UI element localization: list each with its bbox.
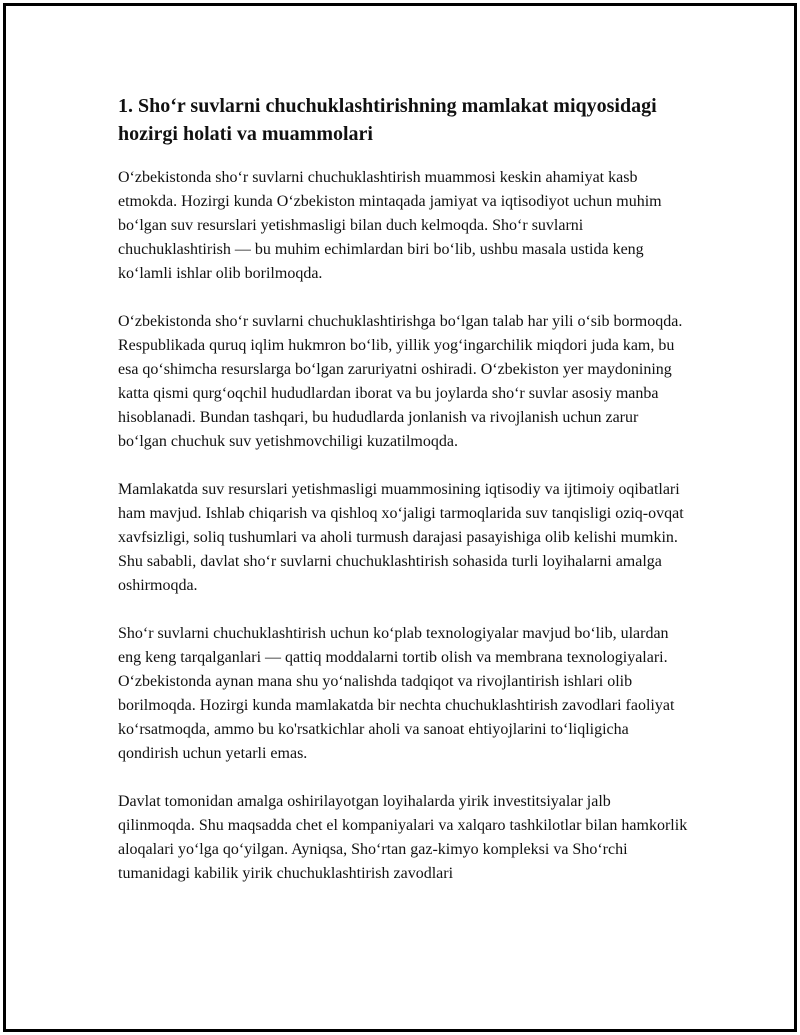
paragraph-2: O‘zbekistonda sho‘r suvlarni chuchuklashtirishga bo‘lgan talab har yili o‘sib bormoqda. Respublikada quruq iqlim hukmron bo‘lib, yillik yog‘ingarchilik miqdori juda kam, bu esa qo‘shimcha resurslarga bo‘lgan zaruriyatni oshiradi. O‘zbekiston yer maydonining katta qismi qurg‘oqchil hududlardan iborat va bu joylarda sho‘r suvlar asosiy manba hisoblanadi. Bundan tashqari, bu hududlarda jonlanish va rivojlanish uchun zarur bo‘lgan chuchuk suv yetishmovchiligi kuzatilmoqda. bbox=[118, 313, 683, 450]
document-body bbox=[118, 92, 688, 910]
paragraph-5: Davlat tomonidan amalga oshirilayotgan loyihalarda yirik investitsiyalar jalb qilinmoqda. Shu maqsadda chet el kompaniyalari va xalqaro tashkilotlar bilan hamkorlik aloqalari yo‘lga qo‘yilgan. Ayniqsa, Sho‘rtan gaz-kimyo kompleksi va Sho‘rchi tumanidagi kabilik yirik chuchuklashtirish zavodlari bbox=[118, 793, 688, 882]
paragraph-1: O‘zbekistonda sho‘r suvlarni chuchuklashtirish muammosi keskin ahamiyat kasb etmokda. Hozirgi kunda O‘zbekiston mintaqada jamiyat va iqtisodiyot uchun muhim bo‘lgan suv resurslari yetishmasligi bilan duch kelmoqda. Sho‘r suvlarni chuchuklashtirish — bu muhim echimlardan biri bo‘lib, ushbu masala ustida keng ko‘lamli ishlar olib borilmoqda. bbox=[118, 169, 662, 282]
section-heading: 1. Sho‘r suvlarni chuchuklashtirishning mamlakat miqyosidagi hozirgi holati va muammolari bbox=[118, 95, 657, 145]
paragraph-4: Sho‘r suvlarni chuchuklashtirish uchun ko‘plab texnologiyalar mavjud bo‘lib, ulardan eng keng tarqalganlari — qattiq moddalarni tortib olish va membrana texnologiyalari. O‘zbekistonda aynan mana shu yo‘nalishda tadqiqot va rivojlantirish ishlari olib borilmoqda. Hozirgi kunda mamlakatda bir nechta chuchuklashtirish zavodlari faoliyat ko‘rsatmoqda, ammo bu ko'rsatkichlar aholi va sanoat ehtiyojlarini to‘liqligicha qondirish uchun yetarli emas. bbox=[118, 625, 675, 762]
paragraph-3: Mamlakatda suv resurslari yetishmasligi muammosining iqtisodiy va ijtimoiy oqibatlari ham mavjud. Ishlab chiqarish va qishloq xo‘jaligi tarmoqlarida suv tanqisligi oziq-ovqat xavfsizligi, soliq tushumlari va aholi turmush darajasi pasayishiga olib kelishi mumkin. Shu sababli, davlat sho‘r suvlarni chuchuklashtirish sohasida turli loyihalarni amalga oshirmoqda. bbox=[118, 481, 684, 594]
